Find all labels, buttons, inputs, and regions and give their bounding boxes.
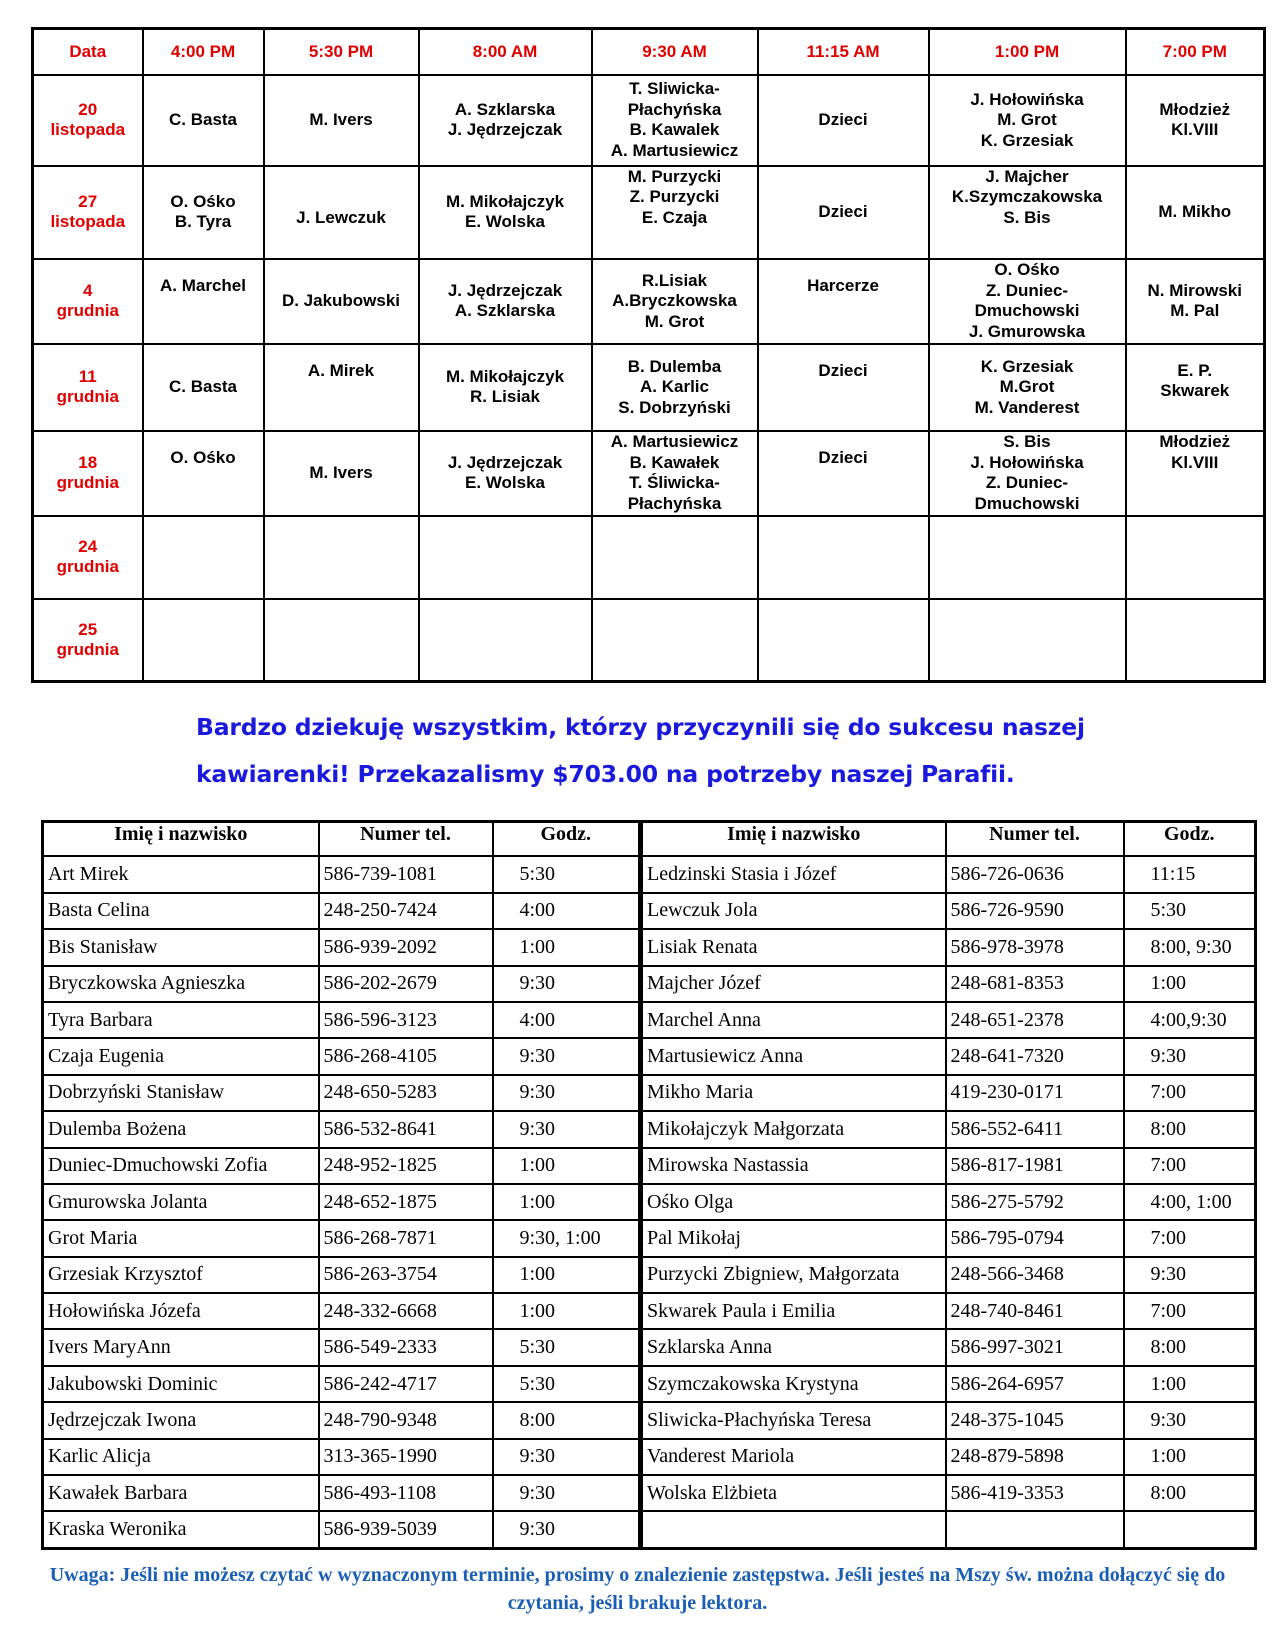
contact-time: 5:30 xyxy=(493,856,641,892)
contact-phone: 586-739-1081 xyxy=(319,856,493,892)
contacts-row xyxy=(43,893,1256,929)
schedule-cell xyxy=(758,599,929,681)
contact-name: Mikho Maria xyxy=(641,1075,946,1111)
contacts-row xyxy=(43,1257,1256,1293)
contact-name: Marchel Anna xyxy=(641,1002,946,1038)
contact-time: 9:30 xyxy=(493,1511,641,1548)
contact-phone: 586-419-3353 xyxy=(946,1475,1124,1511)
contacts-table xyxy=(41,820,1257,1550)
schedule-row xyxy=(33,259,1265,343)
contact-time: 1:00 xyxy=(493,1184,641,1220)
contact-time: 9:30 xyxy=(1124,1038,1256,1074)
contact-phone: 248-740-8461 xyxy=(946,1293,1124,1329)
contact-time: 7:00 xyxy=(1124,1293,1256,1329)
contacts-row xyxy=(43,1329,1256,1365)
contact-phone: 586-978-3978 xyxy=(946,929,1124,965)
contacts-row xyxy=(43,1038,1256,1074)
schedule-cell xyxy=(143,516,264,599)
contact-name: Wolska Elżbieta xyxy=(641,1475,946,1511)
contact-name: Bryczkowska Agnieszka xyxy=(43,966,319,1002)
contact-time: 8:00 xyxy=(1124,1475,1256,1511)
schedule-cell: J. Lewczuk xyxy=(264,166,419,260)
schedule-cell: K. Grzesiak M.Grot M. Vanderest xyxy=(929,344,1126,431)
contact-name: Bis Stanisław xyxy=(43,929,319,965)
contact-phone: 586-552-6411 xyxy=(946,1111,1124,1147)
contact-phone: 248-652-1875 xyxy=(319,1184,493,1220)
contact-time: 1:00 xyxy=(493,1293,641,1329)
schedule-cell: O. Ośko xyxy=(143,431,264,515)
contact-time: 7:00 xyxy=(1124,1148,1256,1184)
schedule-cell xyxy=(143,599,264,681)
schedule-cell: N. Mirowski M. Pal xyxy=(1126,259,1265,343)
schedule-cell: Dzieci xyxy=(758,166,929,260)
schedule-row xyxy=(33,75,1265,165)
contact-name: Mirowska Nastassia xyxy=(641,1148,946,1184)
contact-name: Dulemba Bożena xyxy=(43,1111,319,1147)
contact-time: 4:00 xyxy=(493,893,641,929)
schedule-cell xyxy=(758,516,929,599)
schedule-cell xyxy=(264,599,419,681)
contact-phone: 586-549-2333 xyxy=(319,1329,493,1365)
contact-name: Ivers MaryAnn xyxy=(43,1329,319,1365)
contact-phone: 586-817-1981 xyxy=(946,1148,1124,1184)
contacts-row xyxy=(43,1475,1256,1511)
schedule-row xyxy=(33,516,1265,599)
contact-name: Hołowińska Józefa xyxy=(43,1293,319,1329)
contact-phone: 248-650-5283 xyxy=(319,1075,493,1111)
contact-phone: 586-275-5792 xyxy=(946,1184,1124,1220)
contact-name: Basta Celina xyxy=(43,893,319,929)
contact-name: Szymczakowska Krystyna xyxy=(641,1366,946,1402)
schedule-header-date: Data xyxy=(33,29,143,76)
contact-time: 8:00, 9:30 xyxy=(1124,929,1256,965)
contact-phone: 586-263-3754 xyxy=(319,1257,493,1293)
contacts-row xyxy=(43,856,1256,892)
schedule-header-1pm: 1:00 PM xyxy=(929,29,1126,76)
contact-phone: 248-952-1825 xyxy=(319,1148,493,1184)
contact-name: Skwarek Paula i Emilia xyxy=(641,1293,946,1329)
contact-time: 9:30 xyxy=(1124,1257,1256,1293)
note-text: Uwaga: Jeśli nie możesz czytać w wyznaczonym terminie, prosimy o znalezienie zastępstwa. Jeśli jesteś na Mszy św. można dołączyć się do czytania, jeśli brakuje lektora. xyxy=(49,1564,1226,1614)
contact-time: 8:00 xyxy=(1124,1111,1256,1147)
contact-time: 9:30, 1:00 xyxy=(493,1220,641,1256)
schedule-cell: Młodzież Kl.VIII xyxy=(1126,431,1265,515)
contact-phone: 586-596-3123 xyxy=(319,1002,493,1038)
schedule-cell: D. Jakubowski xyxy=(264,259,419,343)
contact-name: Gmurowska Jolanta xyxy=(43,1184,319,1220)
contact-time: 8:00 xyxy=(493,1402,641,1438)
schedule-header-7pm: 7:00 PM xyxy=(1126,29,1265,76)
contact-time: 9:30 xyxy=(1124,1402,1256,1438)
schedule-cell: O. Ośko B. Tyra xyxy=(143,166,264,260)
contacts-header-phone: Numer tel. xyxy=(319,822,493,857)
contact-phone: 586-202-2679 xyxy=(319,966,493,1002)
schedule-cell: T. Sliwicka- Płachyńska B. Kawalek A. Martusiewicz xyxy=(592,75,758,165)
contacts-row xyxy=(43,1293,1256,1329)
contact-name: Kawałek Barbara xyxy=(43,1475,319,1511)
schedule-cell xyxy=(1126,516,1265,599)
schedule-cell: S. Bis J. Hołowińska Z. Duniec- Dmuchowski xyxy=(929,431,1126,515)
schedule-date: 4 grudnia xyxy=(33,259,143,343)
contact-phone: 586-997-3021 xyxy=(946,1329,1124,1365)
contacts-row xyxy=(43,929,1256,965)
contact-name: Jakubowski Dominic xyxy=(43,1366,319,1402)
contact-phone: 586-264-6957 xyxy=(946,1366,1124,1402)
schedule-cell: M. Purzycki Z. Purzycki E. Czaja xyxy=(592,166,758,260)
schedule-row xyxy=(33,344,1265,431)
contact-phone: 248-250-7424 xyxy=(319,893,493,929)
schedule-header-8am: 8:00 AM xyxy=(419,29,592,76)
contact-phone: 248-641-7320 xyxy=(946,1038,1124,1074)
schedule-cell: M. Ivers xyxy=(264,75,419,165)
schedule-date: 11 grudnia xyxy=(33,344,143,431)
schedule-date: 24 grudnia xyxy=(33,516,143,599)
reading-schedule-table xyxy=(31,27,1266,683)
contact-name: Pal Mikołaj xyxy=(641,1220,946,1256)
contact-time: 1:00 xyxy=(493,1257,641,1293)
contact-name: Tyra Barbara xyxy=(43,1002,319,1038)
schedule-header-1115am: 11:15 AM xyxy=(758,29,929,76)
schedule-cell: J. Jędrzejczak E. Wolska xyxy=(419,431,592,515)
contact-time: 1:00 xyxy=(493,1148,641,1184)
schedule-cell: M. Ivers xyxy=(264,431,419,515)
contacts-header-time-2: Godz. xyxy=(1124,822,1256,857)
contact-phone: 586-726-0636 xyxy=(946,856,1124,892)
schedule-cell: M. Mikołajczyk E. Wolska xyxy=(419,166,592,260)
contact-time: 1:00 xyxy=(1124,1366,1256,1402)
contact-phone: 248-375-1045 xyxy=(946,1402,1124,1438)
contact-time: 9:30 xyxy=(493,1038,641,1074)
contacts-header-row xyxy=(43,822,1256,857)
contacts-header-phone-2: Numer tel. xyxy=(946,822,1124,857)
schedule-cell: A. Mirek xyxy=(264,344,419,431)
schedule-cell: J. Hołowińska M. Grot K. Grzesiak xyxy=(929,75,1126,165)
schedule-cell: Dzieci xyxy=(758,75,929,165)
contact-name: Duniec-Dmuchowski Zofia xyxy=(43,1148,319,1184)
schedule-header-930am: 9:30 AM xyxy=(592,29,758,76)
contact-time: 4:00,9:30 xyxy=(1124,1002,1256,1038)
schedule-cell xyxy=(419,516,592,599)
schedule-header-530pm: 5:30 PM xyxy=(264,29,419,76)
contact-phone: 248-790-9348 xyxy=(319,1402,493,1438)
contact-name: Vanderest Mariola xyxy=(641,1439,946,1475)
contact-time: 11:15 xyxy=(1124,856,1256,892)
contacts-row xyxy=(43,1366,1256,1402)
schedule-cell: A. Marchel xyxy=(143,259,264,343)
contact-phone: 586-532-8641 xyxy=(319,1111,493,1147)
contact-phone: 586-939-2092 xyxy=(319,929,493,965)
contacts-header-name: Imię i nazwisko xyxy=(43,822,319,857)
contact-phone: 586-268-7871 xyxy=(319,1220,493,1256)
contact-name xyxy=(641,1511,946,1548)
contact-time: 1:00 xyxy=(493,929,641,965)
schedule-cell: M. Mikołajczyk R. Lisiak xyxy=(419,344,592,431)
contact-phone: 248-332-6668 xyxy=(319,1293,493,1329)
schedule-date: 20 listopada xyxy=(33,75,143,165)
schedule-cell xyxy=(1126,599,1265,681)
contact-name: Grot Maria xyxy=(43,1220,319,1256)
schedule-cell: Dzieci xyxy=(758,344,929,431)
contact-name: Ośko Olga xyxy=(641,1184,946,1220)
contacts-header-time: Godz. xyxy=(493,822,641,857)
contact-time: 9:30 xyxy=(493,966,641,1002)
schedule-cell: C. Basta xyxy=(143,75,264,165)
contact-time: 8:00 xyxy=(1124,1329,1256,1365)
contact-name: Lisiak Renata xyxy=(641,929,946,965)
contacts-row xyxy=(43,1511,1256,1548)
contact-phone: 586-726-9590 xyxy=(946,893,1124,929)
schedule-cell: A. Szklarska J. Jędrzejczak xyxy=(419,75,592,165)
schedule-date: 18 grudnia xyxy=(33,431,143,515)
schedule-cell: B. Dulemba A. Karlic S. Dobrzyński xyxy=(592,344,758,431)
contacts-row xyxy=(43,1075,1256,1111)
contact-time: 4:00 xyxy=(493,1002,641,1038)
schedule-cell: O. Ośko Z. Duniec- Dmuchowski J. Gmurowska xyxy=(929,259,1126,343)
schedule-cell: Młodzież Kl.VIII xyxy=(1126,75,1265,165)
contact-time: 5:30 xyxy=(1124,893,1256,929)
contacts-row xyxy=(43,1439,1256,1475)
contacts-body xyxy=(43,822,1256,1549)
contact-name: Majcher Józef xyxy=(641,966,946,1002)
schedule-row xyxy=(33,599,1265,681)
contacts-header-name-2: Imię i nazwisko xyxy=(641,822,946,857)
contact-name: Karlic Alicja xyxy=(43,1439,319,1475)
schedule-cell: C. Basta xyxy=(143,344,264,431)
schedule-row xyxy=(33,431,1265,515)
schedule-header-row xyxy=(33,29,1265,76)
contacts-row xyxy=(43,1148,1256,1184)
contact-phone: 419-230-0171 xyxy=(946,1075,1124,1111)
schedule-cell: E. P. Skwarek xyxy=(1126,344,1265,431)
contact-name: Jędrzejczak Iwona xyxy=(43,1402,319,1438)
contacts-row xyxy=(43,1402,1256,1438)
contact-name: Martusiewicz Anna xyxy=(641,1038,946,1074)
contact-name: Szklarska Anna xyxy=(641,1329,946,1365)
schedule-cell: J. Jędrzejczak A. Szklarska xyxy=(419,259,592,343)
contact-time: 5:30 xyxy=(493,1329,641,1365)
contacts-row xyxy=(43,966,1256,1002)
schedule-header-4pm: 4:00 PM xyxy=(143,29,264,76)
contact-name: Dobrzyński Stanisław xyxy=(43,1075,319,1111)
schedule-cell xyxy=(592,516,758,599)
contact-phone: 586-493-1108 xyxy=(319,1475,493,1511)
contact-name: Sliwicka-Płachyńska Teresa xyxy=(641,1402,946,1438)
schedule-cell: Dzieci xyxy=(758,431,929,515)
schedule-date: 25 grudnia xyxy=(33,599,143,681)
contact-name: Lewczuk Jola xyxy=(641,893,946,929)
contact-time: 7:00 xyxy=(1124,1075,1256,1111)
contact-time: 9:30 xyxy=(493,1111,641,1147)
contact-phone: 248-651-2378 xyxy=(946,1002,1124,1038)
contact-phone: 586-242-4717 xyxy=(319,1366,493,1402)
contacts-row xyxy=(43,1220,1256,1256)
schedule-cell xyxy=(592,599,758,681)
schedule-cell: Harcerze xyxy=(758,259,929,343)
schedule-date: 27 listopada xyxy=(33,166,143,260)
contact-name: Grzesiak Krzysztof xyxy=(43,1257,319,1293)
contact-name: Purzycki Zbigniew, Małgorzata xyxy=(641,1257,946,1293)
schedule-cell: M. Mikho xyxy=(1126,166,1265,260)
contact-time: 4:00, 1:00 xyxy=(1124,1184,1256,1220)
contacts-row xyxy=(43,1111,1256,1147)
contact-time: 7:00 xyxy=(1124,1220,1256,1256)
contact-phone: 586-795-0794 xyxy=(946,1220,1124,1256)
contact-phone: 586-268-4105 xyxy=(319,1038,493,1074)
contact-time: 9:30 xyxy=(493,1475,641,1511)
contact-name: Kraska Weronika xyxy=(43,1511,319,1548)
contact-time: 9:30 xyxy=(493,1075,641,1111)
contact-time: 1:00 xyxy=(1124,966,1256,1002)
contacts-row xyxy=(43,1002,1256,1038)
contact-name: Mikołajczyk Małgorzata xyxy=(641,1111,946,1147)
contact-phone: 586-939-5039 xyxy=(319,1511,493,1548)
schedule-cell: A. Martusiewicz B. Kawałek T. Śliwicka- Płachyńska xyxy=(592,431,758,515)
schedule-row xyxy=(33,166,1265,260)
schedule-cell xyxy=(419,599,592,681)
contact-time: 5:30 xyxy=(493,1366,641,1402)
contact-phone xyxy=(946,1511,1124,1548)
contact-time xyxy=(1124,1511,1256,1548)
contact-time: 1:00 xyxy=(1124,1439,1256,1475)
contact-phone: 248-681-8353 xyxy=(946,966,1124,1002)
schedule-cell xyxy=(264,516,419,599)
contact-name: Art Mirek xyxy=(43,856,319,892)
thank-you-message: Bardzo dziekuję wszystkim, którzy przyczynili się do sukcesu naszej kawiarenki! Przekazalismy $703.00 na potrzeby naszej Parafii. xyxy=(196,713,1085,788)
contact-phone: 248-879-5898 xyxy=(946,1439,1124,1475)
contact-phone: 248-566-3468 xyxy=(946,1257,1124,1293)
contact-time: 9:30 xyxy=(493,1439,641,1475)
contact-name: Ledzinski Stasia i Józef xyxy=(641,856,946,892)
schedule-cell xyxy=(929,516,1126,599)
contact-phone: 313-365-1990 xyxy=(319,1439,493,1475)
schedule-cell: J. Majcher K.Szymczakowska S. Bis xyxy=(929,166,1126,260)
schedule-cell xyxy=(929,599,1126,681)
contact-name: Czaja Eugenia xyxy=(43,1038,319,1074)
schedule-cell: R.Lisiak A.Bryczkowska M. Grot xyxy=(592,259,758,343)
contacts-row xyxy=(43,1184,1256,1220)
